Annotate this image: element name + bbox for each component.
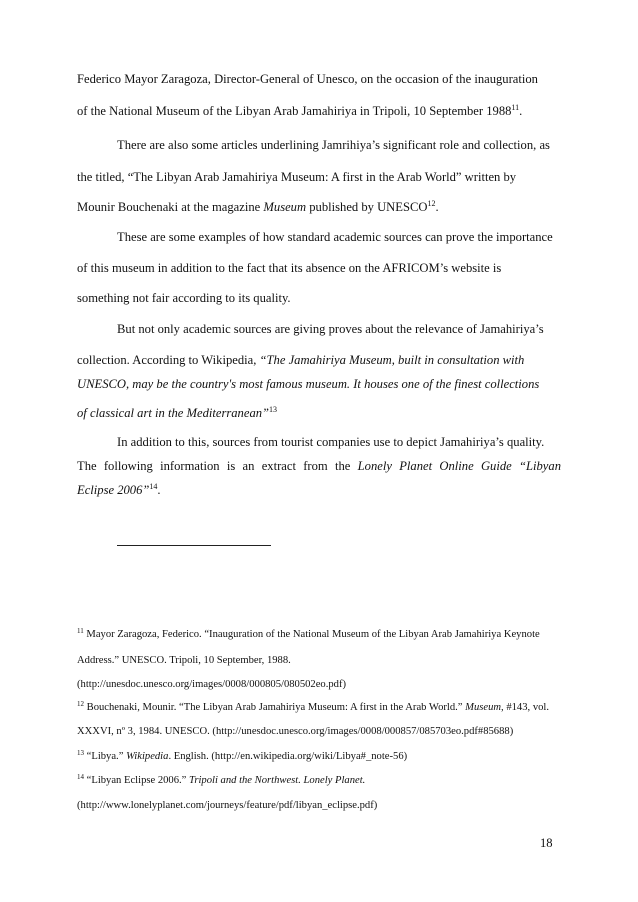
footnote-12-line: XXXVI, nº 3, 1984. UNESCO. (http://unesdoc.unesco.org/images/0008/000857/085703eo.pdf#85688)	[77, 726, 514, 737]
paragraph-line: But not only academic sources are giving proves about the relevance of Jamahiriya’s	[117, 322, 544, 336]
footnote-ref[interactable]: 13	[269, 405, 278, 414]
footnote-14: $^{14}$ “Libyan Eclipse 2006.” Tripoli and the Northwest. Lonely Planet.	[77, 773, 366, 786]
footnote-13: $^{13}$ “Libya.” Wikipedia. English. (http://en.wikipedia.org/wiki/Libya#_note-56)	[77, 749, 408, 762]
footnote-11-line: Address.” UNESCO. Tripoli, 10 September, 1988.	[77, 655, 291, 666]
paragraph-line: UNESCO, may be the country's most famous museum. It houses one of the finest collections	[77, 377, 540, 391]
footnote-11-link[interactable]: (http://unesdoc.unesco.org/images/0008/000805/080502eo.pdf)	[77, 679, 347, 690]
footnote-separator	[117, 545, 271, 546]
paragraph-line: Mounir Bouchenaki at the magazine Museum published by UNESCO$^{12}$.	[77, 199, 439, 214]
paragraph-line: something not fair according to its quality.	[77, 291, 291, 305]
paragraph-line: of classical art in the Mediterranean”$^{13}$	[77, 405, 278, 420]
paragraph-line: of this museum in addition to the fact that its absence on the AFRICOM’s website is	[77, 261, 502, 275]
footnote-14-link[interactable]: (http://www.lonelyplanet.com/journeys/feature/pdf/libyan_eclipse.pdf)	[77, 800, 378, 811]
paragraph-line: These are some examples of how standard academic sources can prove the importance	[117, 230, 553, 244]
footnote-11: $^{11}$ Mayor Zaragoza, Federico. “Inauguration of the National Museum of the Libyan Arab Jamahiriya Keynote	[77, 627, 540, 640]
paragraph-line: collection. According to Wikipedia, “The Jamahiriya Museum, built in consultation with	[77, 353, 525, 367]
paragraph-line: There are also some articles underlining Jamrihiya’s significant role and collection, as	[117, 138, 550, 152]
paragraph-line: The following information is an extract from the Lonely Planet Online Guide “Libyan	[77, 459, 561, 473]
paragraph-line: of the National Museum of the Libyan Arab Jamahiriya in Tripoli, 10 September 1988$^{11}$.	[77, 103, 523, 118]
footnote-12: $^{12}$ Bouchenaki, Mounir. “The Libyan Arab Jamahiriya Museum: A first in the Arab World.” Museum, #143, vol.	[77, 700, 550, 713]
footnote-ref[interactable]: 12	[427, 199, 436, 208]
paragraph-line: Eclipse 2006”$^{14}$.	[77, 482, 161, 497]
footnote-ref[interactable]: 14	[149, 482, 158, 491]
paragraph-line: Federico Mayor Zaragoza, Director-General of Unesco, on the occasion of the inauguration	[77, 72, 538, 86]
paragraph-line: In addition to this, sources from tourist companies use to depict Jamahiriya’s quality.	[117, 435, 545, 449]
paragraph-line: the titled, “The Libyan Arab Jamahiriya Museum: A first in the Arab World” written by	[77, 170, 517, 184]
footnote-ref[interactable]: 11	[511, 103, 520, 112]
page-number: 18	[540, 836, 553, 850]
